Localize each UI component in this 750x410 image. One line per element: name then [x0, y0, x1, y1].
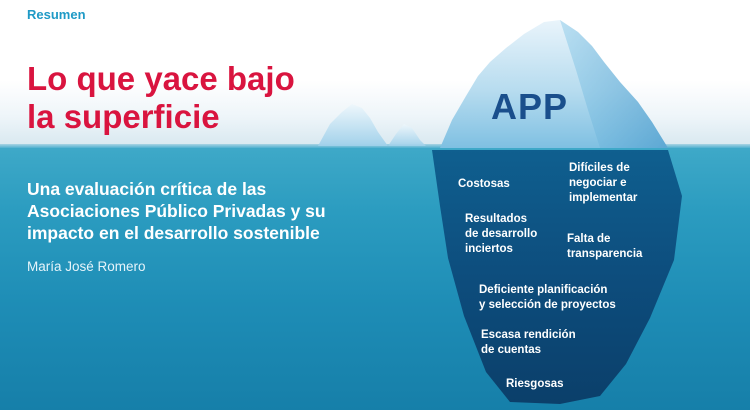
section-label: Resumen [27, 7, 86, 22]
label-escasa [481, 328, 576, 358]
report-title [27, 60, 387, 136]
subtitle-line-3: impacto en el desarrollo sostenible [27, 223, 320, 243]
iceberg-tip-label: APP [491, 86, 569, 127]
label-deficiente-line-1: Deficiente planificación [479, 284, 608, 296]
label-dificiles-line-2: negociar e [569, 177, 627, 189]
label-falta-line-1: Falta de [567, 233, 611, 245]
subtitle-line-1: Una evaluación crítica de las [27, 179, 267, 199]
label-riesgosas-line-1: Riesgosas [506, 378, 564, 390]
report-subtitle [27, 178, 427, 244]
label-dificiles-line-3: implementar [569, 192, 638, 204]
label-resultados-line-2: de desarrollo [465, 228, 538, 240]
label-costosas [458, 177, 510, 192]
label-costosas-line-1: Costosas [458, 178, 510, 190]
label-dificiles-line-1: Difíciles de [569, 162, 630, 174]
title-line-1: Lo que yace bajo [27, 60, 295, 97]
label-dificiles [569, 161, 637, 206]
label-resultados-line-3: inciertos [465, 243, 513, 255]
small-iceberg-right [388, 124, 426, 146]
author-name: María José Romero [27, 259, 146, 274]
label-deficiente [479, 283, 616, 313]
label-escasa-line-1: Escasa rendición [481, 329, 576, 341]
title-line-2: la superficie [27, 98, 220, 135]
label-escasa-line-2: de cuentas [481, 344, 542, 356]
label-falta-line-2: transparencia [567, 248, 643, 260]
subtitle-line-2: Asociaciones Público Privadas y su [27, 201, 326, 221]
label-resultados-line-1: Resultados [465, 213, 527, 225]
label-resultados [465, 212, 537, 257]
label-falta [567, 232, 642, 262]
label-deficiente-line-2: y selección de proyectos [479, 299, 616, 311]
label-riesgosas [506, 377, 564, 392]
